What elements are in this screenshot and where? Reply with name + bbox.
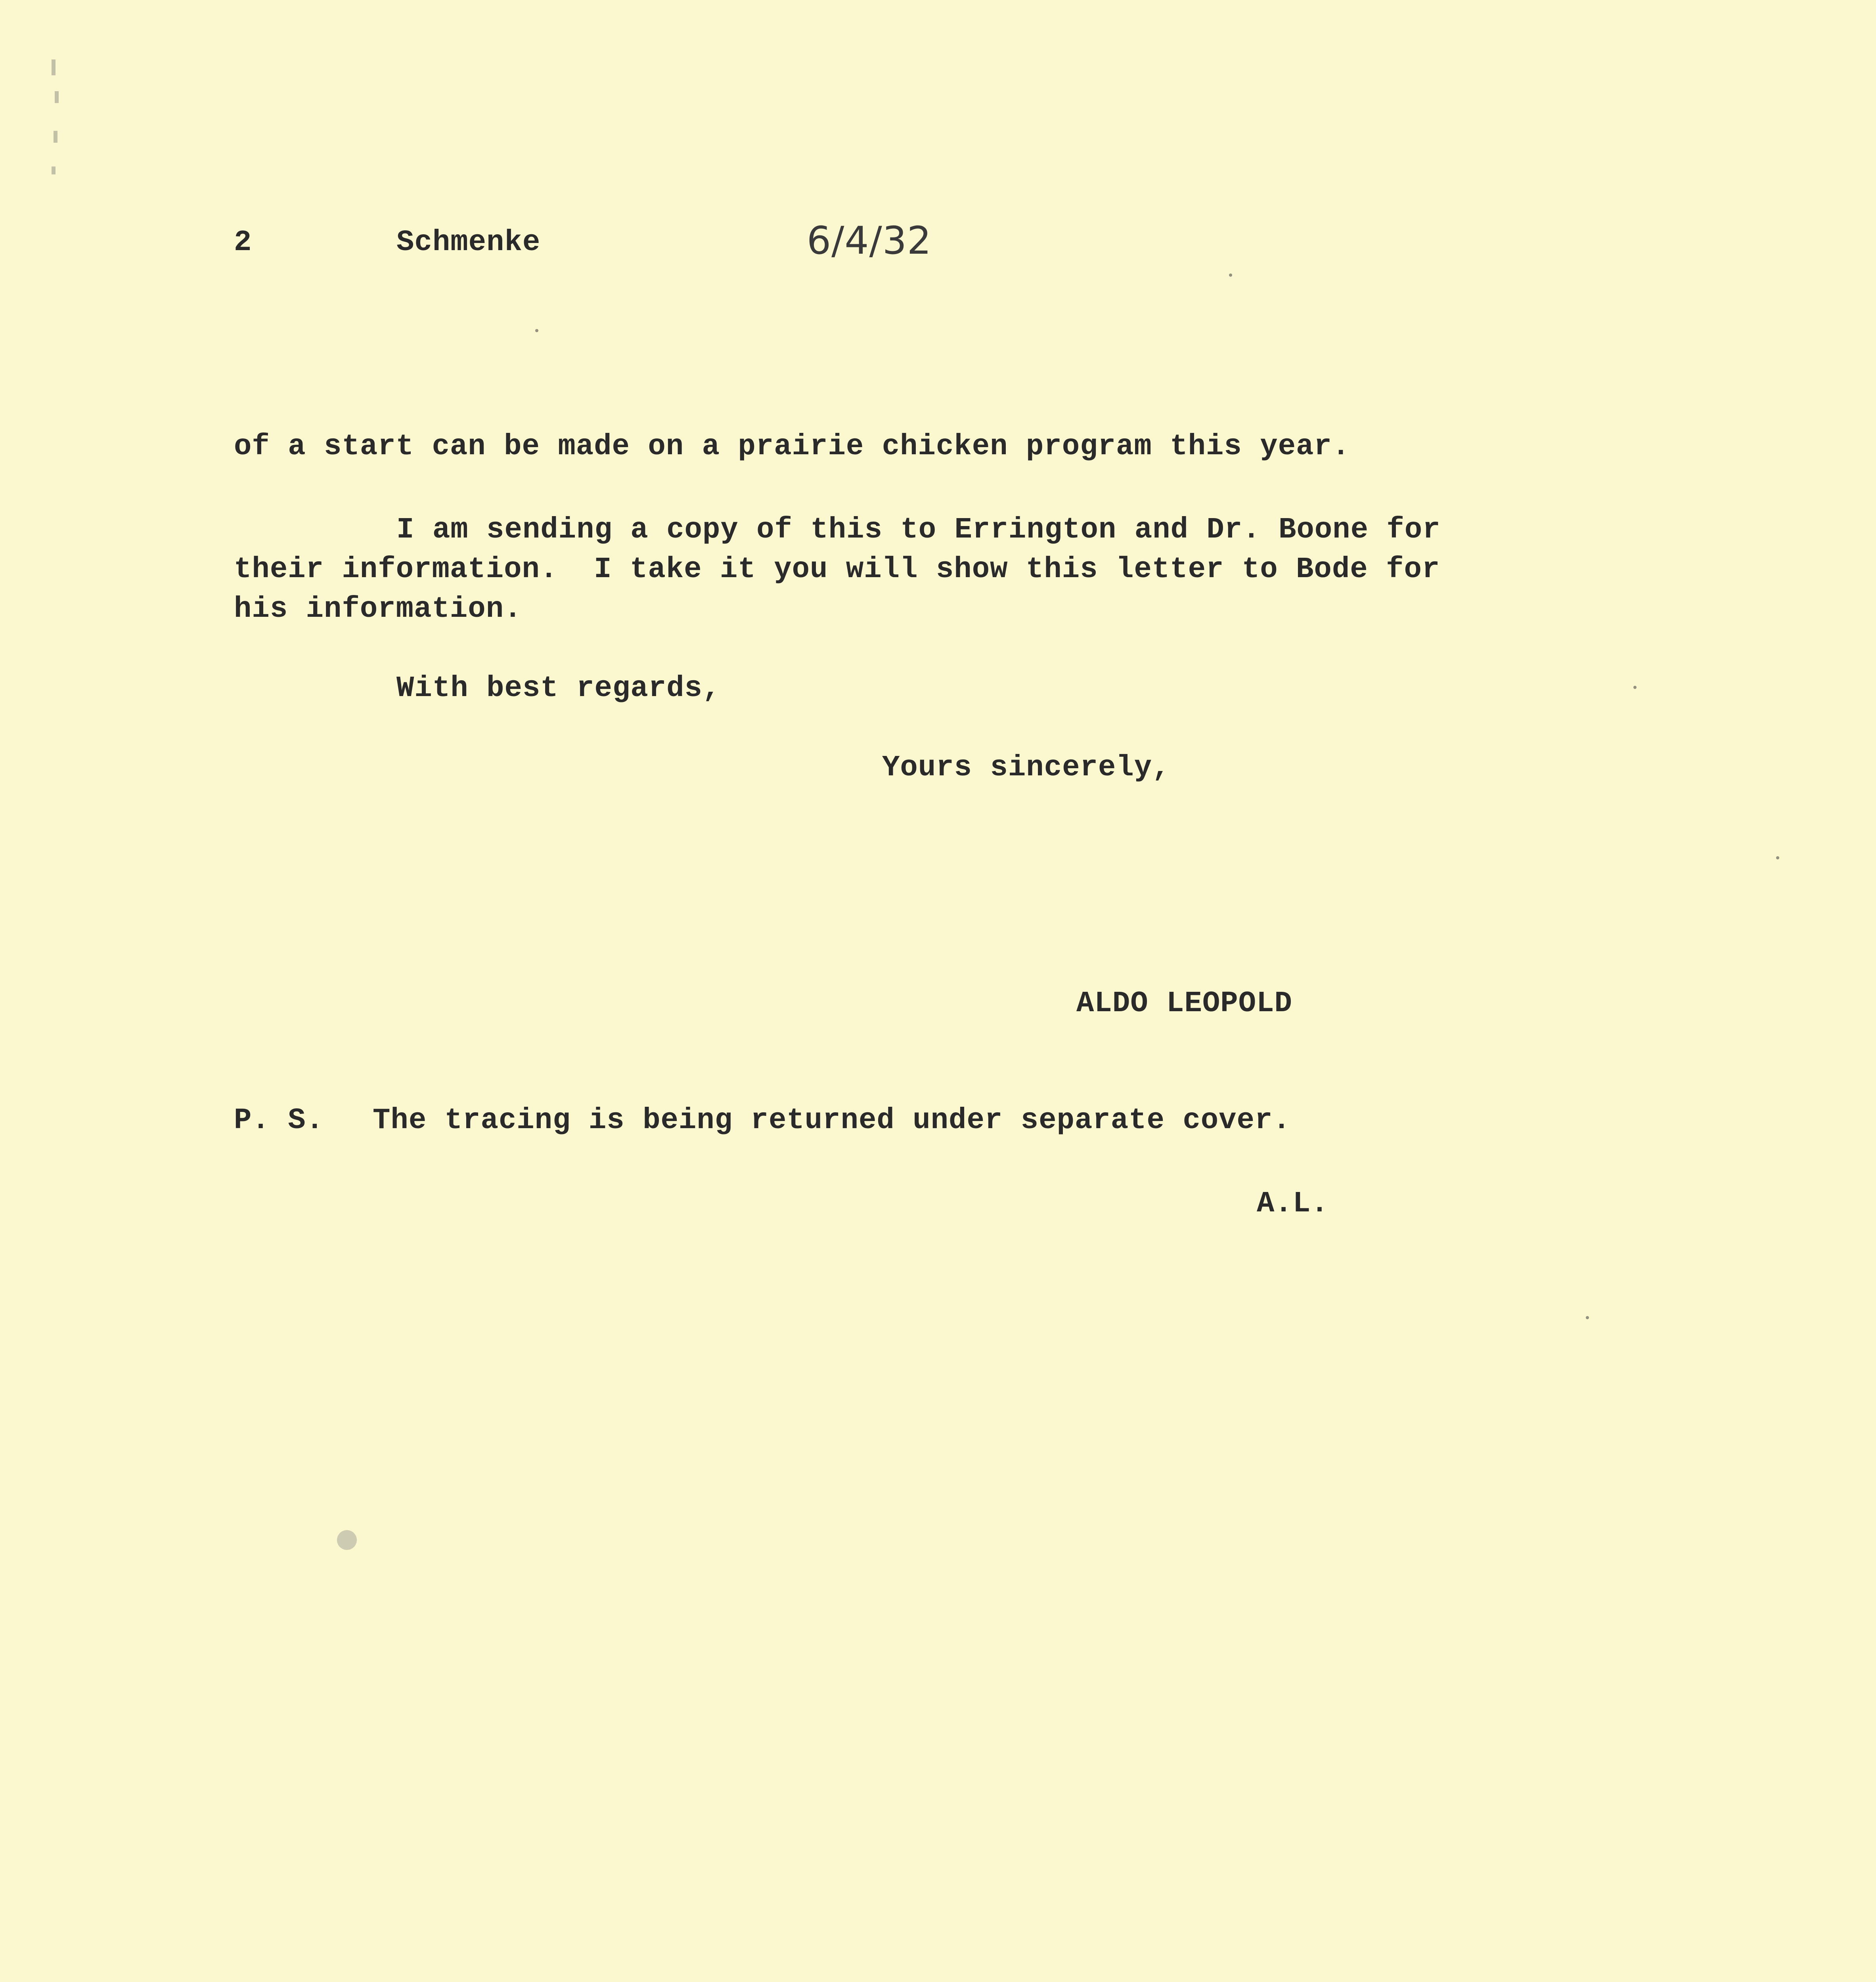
postscript-initials: A.L. [1257,1187,1329,1221]
edge-mark [52,59,56,75]
edge-mark [54,131,57,143]
regards-line: With best regards, [396,672,721,705]
edge-mark [52,166,56,174]
speck-mark [1776,856,1779,859]
body-line: their information. I take it you will show this letter to Bode for [234,553,1440,586]
body-line: I am sending a copy of this to Errington and Dr. Boone for [396,513,1441,547]
edge-mark [55,91,59,103]
postscript-text: The tracing is being returned under separate cover. [373,1104,1291,1137]
closing-line: Yours sincerely, [882,751,1170,784]
recipient-name: Schmenke [396,226,541,259]
signature-name: ALDO LEOPOLD [1076,987,1292,1020]
postscript-label: P. S. [234,1104,324,1137]
smudge-mark [337,1530,357,1550]
speck-mark [1229,274,1232,277]
body-line: of a start can be made on a prairie chicken program this year. [234,430,1350,463]
speck-mark [1586,1316,1589,1319]
handwritten-date: 6/4/32 [807,218,932,263]
page-number: 2 [234,226,252,259]
speck-mark [1633,686,1637,689]
body-line: his information. [234,593,522,626]
speck-mark [535,329,538,332]
